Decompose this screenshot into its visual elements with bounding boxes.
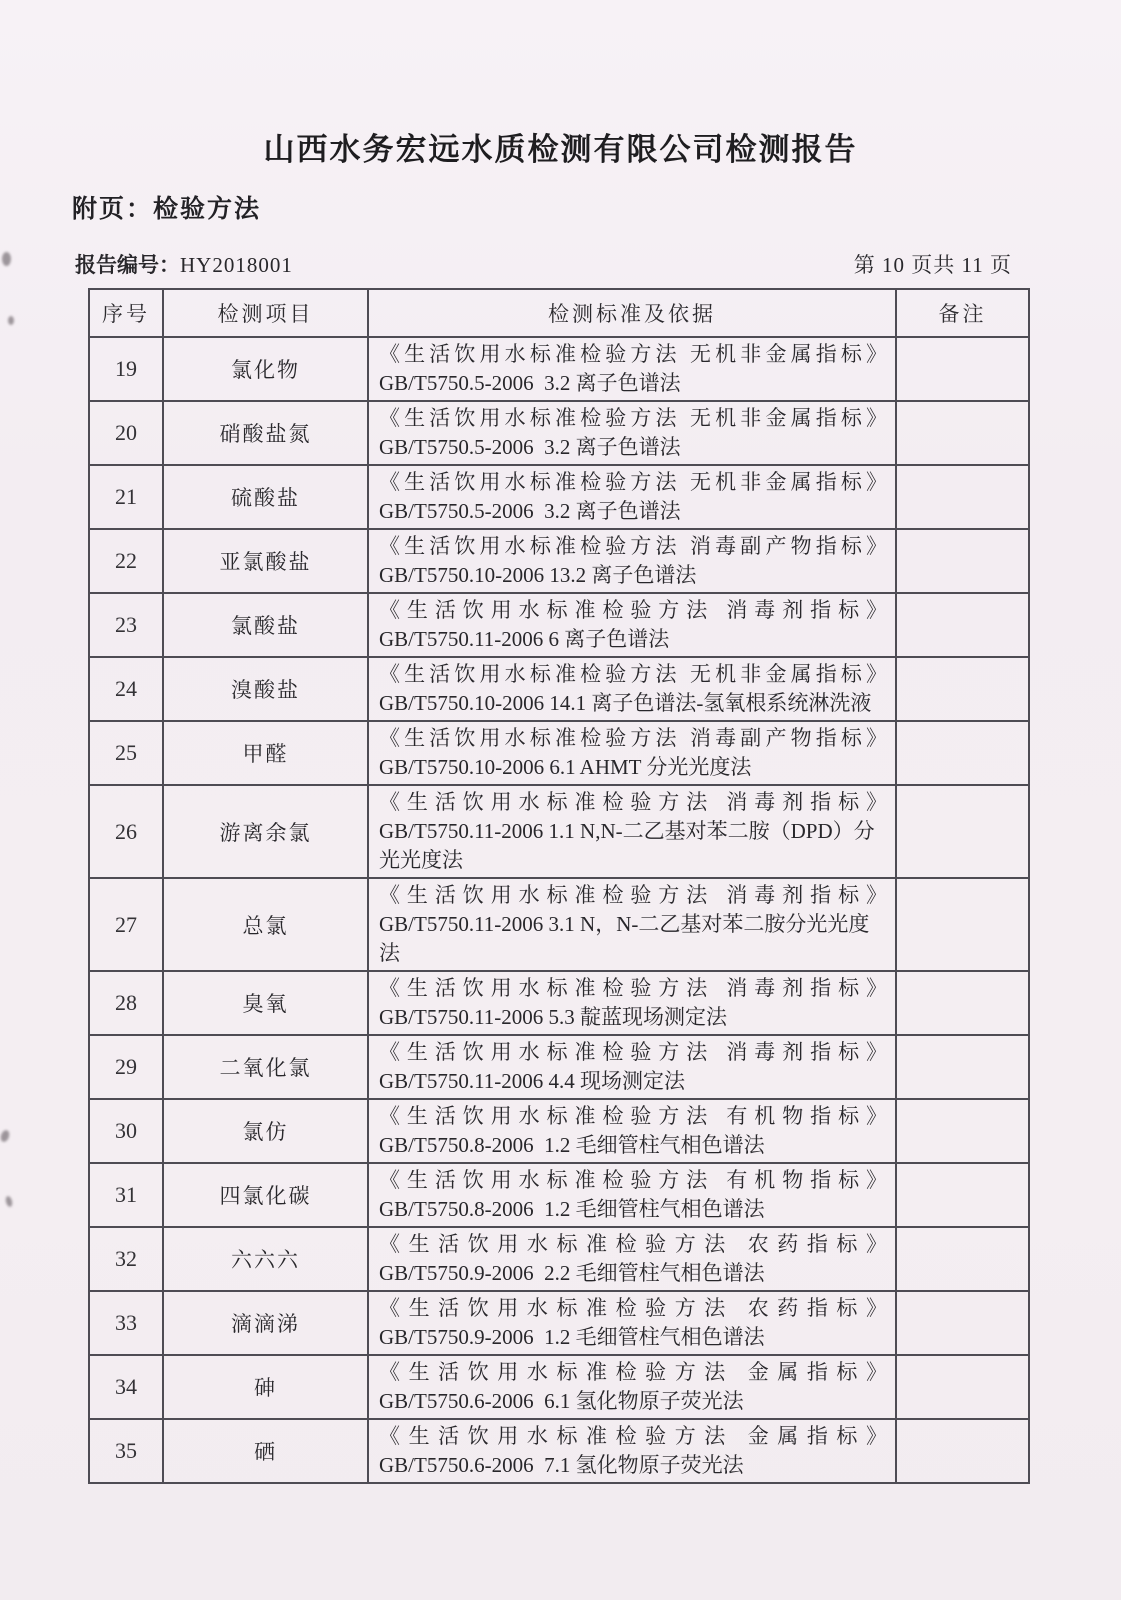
standard-title-line: 《生活饮用水标准检验方法 无机非金属指标》 [379, 662, 887, 686]
cell-serial: 30 [89, 1099, 163, 1163]
cell-item: 滴滴涕 [163, 1291, 368, 1355]
cell-serial: 27 [89, 878, 163, 971]
cell-serial: 21 [89, 465, 163, 529]
table-row [89, 657, 1029, 721]
standard-method-line: GB/T5750.11-2006 1.1 N,N-二乙基对苯二胺（DPD）分光光度法 [379, 819, 875, 872]
standard-title-line: 《生活饮用水标准检验方法 农药指标》 [379, 1232, 887, 1256]
standard-method-line: GB/T5750.8-2006 1.2 毛细管柱气相色谱法 [379, 1133, 765, 1157]
cell-standard [368, 465, 896, 529]
cell-remark [896, 529, 1029, 593]
cell-remark [896, 593, 1029, 657]
standard-title-line: 《生活饮用水标准检验方法 金属指标》 [379, 1360, 887, 1384]
cell-standard [368, 1355, 896, 1419]
cell-remark [896, 971, 1029, 1035]
cell-serial: 29 [89, 1035, 163, 1099]
header-remark: 备注 [896, 289, 1029, 337]
cell-remark [896, 721, 1029, 785]
standard-method-line: GB/T5750.10-2006 6.1 AHMT 分光光度法 [379, 755, 752, 779]
cell-standard [368, 401, 896, 465]
standard-title-line: 《生活饮用水标准检验方法 金属指标》 [379, 1424, 887, 1448]
standard-title-line: 《生活饮用水标准检验方法 农药指标》 [379, 1296, 887, 1320]
table-row [89, 529, 1029, 593]
table-row [89, 401, 1029, 465]
standard-title-line: 《生活饮用水标准检验方法 消毒副产物指标》 [379, 534, 887, 558]
cell-remark [896, 337, 1029, 401]
table-row [89, 465, 1029, 529]
standard-method-line: GB/T5750.11-2006 6 离子色谱法 [379, 627, 670, 651]
cell-standard [368, 878, 896, 971]
cell-serial: 32 [89, 1227, 163, 1291]
scan-artifact [0, 1129, 11, 1143]
table-row [89, 337, 1029, 401]
cell-remark [896, 1163, 1029, 1227]
table-row [89, 1355, 1029, 1419]
table-row [89, 1035, 1029, 1099]
cell-standard [368, 529, 896, 593]
table-row [89, 721, 1029, 785]
standard-method-line: GB/T5750.11-2006 5.3 靛蓝现场测定法 [379, 1005, 728, 1029]
standard-method-line: GB/T5750.5-2006 3.2 离子色谱法 [379, 371, 681, 395]
header-serial: 序号 [89, 289, 163, 337]
table-row [89, 878, 1029, 971]
standard-title-line: 《生活饮用水标准检验方法 消毒副产物指标》 [379, 726, 887, 750]
header-item: 检测项目 [163, 289, 368, 337]
cell-remark [896, 1419, 1029, 1483]
cell-item: 六六六 [163, 1227, 368, 1291]
appendix-subtitle: 附页：检验方法 [72, 195, 262, 223]
cell-remark [896, 1291, 1029, 1355]
table-row [89, 1099, 1029, 1163]
cell-standard [368, 337, 896, 401]
table-row [89, 1163, 1029, 1227]
report-number-value: HY2018001 [180, 253, 293, 277]
report-number [75, 249, 293, 279]
cell-standard [368, 1291, 896, 1355]
cell-serial: 26 [89, 785, 163, 878]
standard-title-line: 《生活饮用水标准检验方法 有机物指标》 [379, 1168, 887, 1192]
table-row [89, 593, 1029, 657]
standard-method-line: GB/T5750.9-2006 2.2 毛细管柱气相色谱法 [379, 1261, 765, 1285]
cell-remark [896, 1035, 1029, 1099]
cell-serial: 28 [89, 971, 163, 1035]
cell-item: 氯酸盐 [163, 593, 368, 657]
cell-item: 四氯化碳 [163, 1163, 368, 1227]
meta-row [75, 249, 1012, 279]
cell-item: 氯仿 [163, 1099, 368, 1163]
table-row [89, 1291, 1029, 1355]
report-number-label: 报告编号： [75, 254, 180, 277]
cell-serial: 31 [89, 1163, 163, 1227]
cell-serial: 24 [89, 657, 163, 721]
standard-title-line: 《生活饮用水标准检验方法 无机非金属指标》 [379, 342, 887, 366]
cell-standard [368, 657, 896, 721]
standard-title-line: 《生活饮用水标准检验方法 消毒剂指标》 [379, 883, 887, 907]
cell-serial: 33 [89, 1291, 163, 1355]
cell-remark [896, 465, 1029, 529]
cell-item: 游离余氯 [163, 785, 368, 878]
cell-serial: 25 [89, 721, 163, 785]
cell-remark [896, 1355, 1029, 1419]
cell-item: 臭氧 [163, 971, 368, 1035]
cell-serial: 22 [89, 529, 163, 593]
cell-remark [896, 1099, 1029, 1163]
cell-serial: 35 [89, 1419, 163, 1483]
standard-method-line: GB/T5750.6-2006 6.1 氢化物原子荧光法 [379, 1389, 744, 1413]
table-row [89, 1227, 1029, 1291]
cell-item: 亚氯酸盐 [163, 529, 368, 593]
standard-method-line: GB/T5750.10-2006 13.2 离子色谱法 [379, 563, 697, 587]
cell-item: 硒 [163, 1419, 368, 1483]
standard-method-line: GB/T5750.10-2006 14.1 离子色谱法-氢氧根系统淋洗液 [379, 691, 872, 715]
scan-artifact [2, 252, 11, 266]
cell-standard [368, 971, 896, 1035]
cell-item: 二氧化氯 [163, 1035, 368, 1099]
standard-title-line: 《生活饮用水标准检验方法 有机物指标》 [379, 1104, 887, 1128]
cell-standard [368, 593, 896, 657]
cell-item: 硫酸盐 [163, 465, 368, 529]
cell-item: 溴酸盐 [163, 657, 368, 721]
standard-method-line: GB/T5750.8-2006 1.2 毛细管柱气相色谱法 [379, 1197, 765, 1221]
standard-title-line: 《生活饮用水标准检验方法 消毒剂指标》 [379, 790, 887, 814]
cell-standard [368, 1035, 896, 1099]
header-standard: 检测标准及依据 [368, 289, 896, 337]
cell-item: 氯化物 [163, 337, 368, 401]
cell-remark [896, 785, 1029, 878]
standard-title-line: 《生活饮用水标准检验方法 消毒剂指标》 [379, 1040, 887, 1064]
standard-title-line: 《生活饮用水标准检验方法 消毒剂指标》 [379, 598, 887, 622]
cell-item: 总氯 [163, 878, 368, 971]
cell-standard [368, 1163, 896, 1227]
scan-artifact [8, 316, 14, 325]
page-title: 山西水务宏远水质检测有限公司检测报告 [263, 132, 858, 167]
standard-method-line: GB/T5750.9-2006 1.2 毛细管柱气相色谱法 [379, 1325, 765, 1349]
cell-remark [896, 401, 1029, 465]
cell-standard [368, 1099, 896, 1163]
methods-table [88, 288, 1030, 1484]
standard-title-line: 《生活饮用水标准检验方法 无机非金属指标》 [379, 406, 887, 430]
cell-serial: 34 [89, 1355, 163, 1419]
cell-item: 甲醛 [163, 721, 368, 785]
table-row [89, 971, 1029, 1035]
cell-item: 砷 [163, 1355, 368, 1419]
standard-title-line: 《生活饮用水标准检验方法 消毒剂指标》 [379, 976, 887, 1000]
scan-artifact [5, 1195, 14, 1207]
table-row [89, 1419, 1029, 1483]
cell-standard [368, 721, 896, 785]
cell-remark [896, 657, 1029, 721]
cell-standard [368, 785, 896, 878]
standard-method-line: GB/T5750.11-2006 4.4 现场测定法 [379, 1069, 686, 1093]
standard-title-line: 《生活饮用水标准检验方法 无机非金属指标》 [379, 470, 887, 494]
cell-item: 硝酸盐氮 [163, 401, 368, 465]
cell-standard [368, 1419, 896, 1483]
page-indicator: 第 10 页共 11 页 [853, 253, 1012, 277]
cell-remark [896, 1227, 1029, 1291]
standard-method-line: GB/T5750.5-2006 3.2 离子色谱法 [379, 435, 681, 459]
cell-serial: 23 [89, 593, 163, 657]
cell-remark [896, 878, 1029, 971]
cell-serial: 20 [89, 401, 163, 465]
cell-serial: 19 [89, 337, 163, 401]
table-row [89, 785, 1029, 878]
table-header-row [89, 289, 1029, 337]
cell-standard [368, 1227, 896, 1291]
standard-method-line: GB/T5750.11-2006 3.1 N，N-二乙基对苯二胺分光光度法 [379, 912, 870, 965]
standard-method-line: GB/T5750.6-2006 7.1 氢化物原子荧光法 [379, 1453, 744, 1477]
standard-method-line: GB/T5750.5-2006 3.2 离子色谱法 [379, 499, 681, 523]
